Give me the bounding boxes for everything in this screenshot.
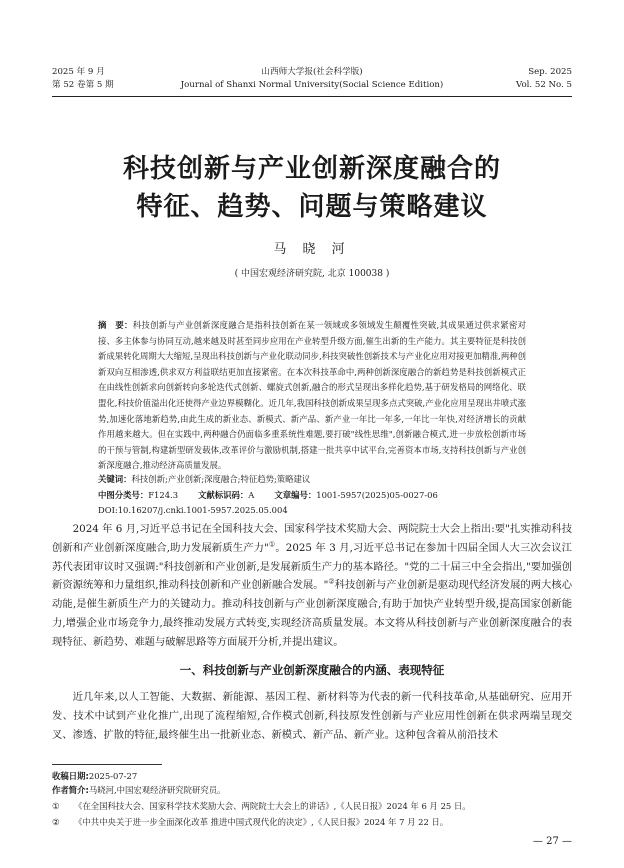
section-heading: 一、科技创新与产业创新深度融合的内涵、表现特征 [179, 663, 445, 677]
footnote-divider [52, 764, 162, 765]
footnote-ref-2: ② [328, 577, 335, 586]
author-name: 马 晓 河 [273, 242, 351, 257]
received-label: 收稿日期: [52, 771, 89, 781]
header-date: 2025 年 9 月 [52, 67, 105, 77]
intro-section [52, 520, 572, 652]
keywords-label: 关键词： [98, 474, 132, 484]
keywords-text: 科技创新;产业创新;深度融合;特征趋势;策略建议 [131, 474, 311, 484]
abstract-label: 摘 要： [98, 320, 133, 330]
keywords-block [98, 472, 526, 519]
author-bio-value: 马晓河,中国宏观经济研究院研究员。 [88, 785, 226, 795]
article-no-value: 1001-5957(2025)05-0027-06 [316, 489, 438, 500]
header-issue-info-en [516, 66, 572, 92]
header-journal-cn: 山西师大学报(社会科学版) [261, 67, 363, 77]
author-bio [52, 784, 572, 796]
running-header [52, 66, 572, 96]
abstract-text: 科技创新与产业创新深度融合是指科技创新在某一领域或多领域发生颠覆性突破,其成果通过供求紧密对接、多主体参与协同互动,越来越及时甚至同步应用在产业转型升级方面,催生出新的生产能力。其主要特征是科技创新成果转化周期大大缩短,呈现出科技创新与产业化联动同步,科技突破性创新技术与产业化应用对接更加精准,两种创新双向互相渗透,供求双方利益联结更加直接紧密。在本次科技革命中,两种创新深度融合的新趋势是科技创新模式正在由线性创新求向创新转向多轮迭代式创新、螺旋式创新,融合的形式呈现出多样化趋势,基于研发格局的网络化、联盟化,科技价值溢出化还使得产业边界模糊化。近几年,我国科技创新成果呈现多点式突破,产业化应用呈现出井喷式涨势,加速化落地新趋势,由此生成的新业态、新模式、新产品、新产业一年比一年多,一年比一年快,对经济增长的贡献作用越来越大。但在实践中,两种融合仍面临多重系统性难题,要打破"线性思维",创新融合模式,进一步放松创新市场的干预与管制,构建新型研发载体,改革评价与激励机制,搭建一批共享中试平台,完善资本市场,支持科技创新与产业创新深度融合,推动经济高质量发展。 [98, 320, 527, 471]
abstract [98, 318, 526, 474]
footnote-1-text: 《在全国科技大会、国家科学技术奖励大会、两院院士大会上的讲话》,《人民日报》2024 年 6 月 25 日。 [74, 801, 471, 811]
header-volume: 第 52 卷第 5 期 [52, 80, 114, 90]
received-date [52, 770, 572, 782]
intro-text-3: 科技创新与产业创新是驱动现代经济发展的两大核心动能,是催生新质生产力的关键动力。推动科技创新与产业创新深度融合,有助于加快产业转型升级,提高国家创新能力,增强企业市场竞争力,最终推动发展方式转变,实现经济高质量发展。本文将从科技创新与产业创新深度融合的表现特征、新趋势、难题与破解思路等方面展开分析,并提出建议。 [52, 579, 572, 648]
header-divider [52, 96, 572, 97]
clc-label: 中图分类号： [98, 489, 149, 500]
page-number: — 27 — [532, 836, 572, 847]
footnote-1 [52, 800, 572, 812]
intro-paragraph [52, 520, 572, 652]
classification-line [98, 488, 526, 504]
section-one-paragraph: 近几年来,以人工智能、大数据、新能源、基因工程、新材料等为代表的新一代科技革命,从基础研究、应用开发、技术中试到产业化推广,出现了流程缩短,合作模式创新,科技原发性创新与产业应用性创新在供求两端呈现交叉、渗透、扩散的特征,最终催生出一批新业态、新模式、新产品、新产业。这种包含着从前沿技术 [52, 691, 572, 741]
doc-code-label: 文献标识码： [198, 489, 249, 500]
received-value: 2025-07-27 [88, 771, 138, 781]
intro-text-1: 2024 年 6 月,习近平总书记在全国科技大会、国家科学技术奖励大会、两院院士大会上指出:要"扎实推动科技创新和产业创新深度融合,助力发展新质生产力" [52, 523, 572, 554]
section-one-body [52, 688, 572, 744]
author-bio-label: 作者简介: [52, 785, 89, 795]
header-volume-en: Vol. 52 No. 5 [516, 80, 572, 90]
header-date-en: Sep. 2025 [528, 67, 572, 77]
article-no-label: 文章编号： [274, 489, 317, 500]
clc-value: F124.3 [148, 489, 179, 500]
doi: DOI:10.16207/j.cnki.1001-5957.2025.05.004 [98, 505, 288, 515]
article-title [40, 150, 584, 226]
header-journal-en: Journal of Shanxi Normal University(Social Science Edition) [180, 80, 444, 90]
title-line-2: 特征、趋势、问题与策略建议 [136, 192, 488, 222]
keywords-line [98, 472, 526, 488]
header-journal-name [52, 66, 572, 92]
intro-text-2: 。2025 年 3 月,习近平总书记在参加十四届全国人大三次会议江苏代表团审议时又强调:"科技创新和产业创新,是发展新质生产力的基本路径。"党的二十届三中全会指出,"要加强创新资源统筹和力量组织,推动科技创新和产业创新融合发展。" [52, 541, 572, 592]
footnote-1-mark: ① [52, 801, 60, 811]
footnote-2-text: 《中共中央关于进一步全面深化改革 推进中国式现代化的决定》,《人民日报》2024 年 7 月 22 日。 [74, 817, 449, 827]
footnote-2-mark: ② [52, 817, 60, 827]
author-affiliation: ( 中国宏观经济研究院, 北京 100038 ) [234, 269, 390, 279]
doc-code-value: A [248, 489, 255, 500]
title-line-1: 科技创新与产业创新深度融合的 [122, 154, 501, 184]
footnote-2 [52, 816, 572, 828]
footnote-ref-1: ① [268, 540, 276, 549]
